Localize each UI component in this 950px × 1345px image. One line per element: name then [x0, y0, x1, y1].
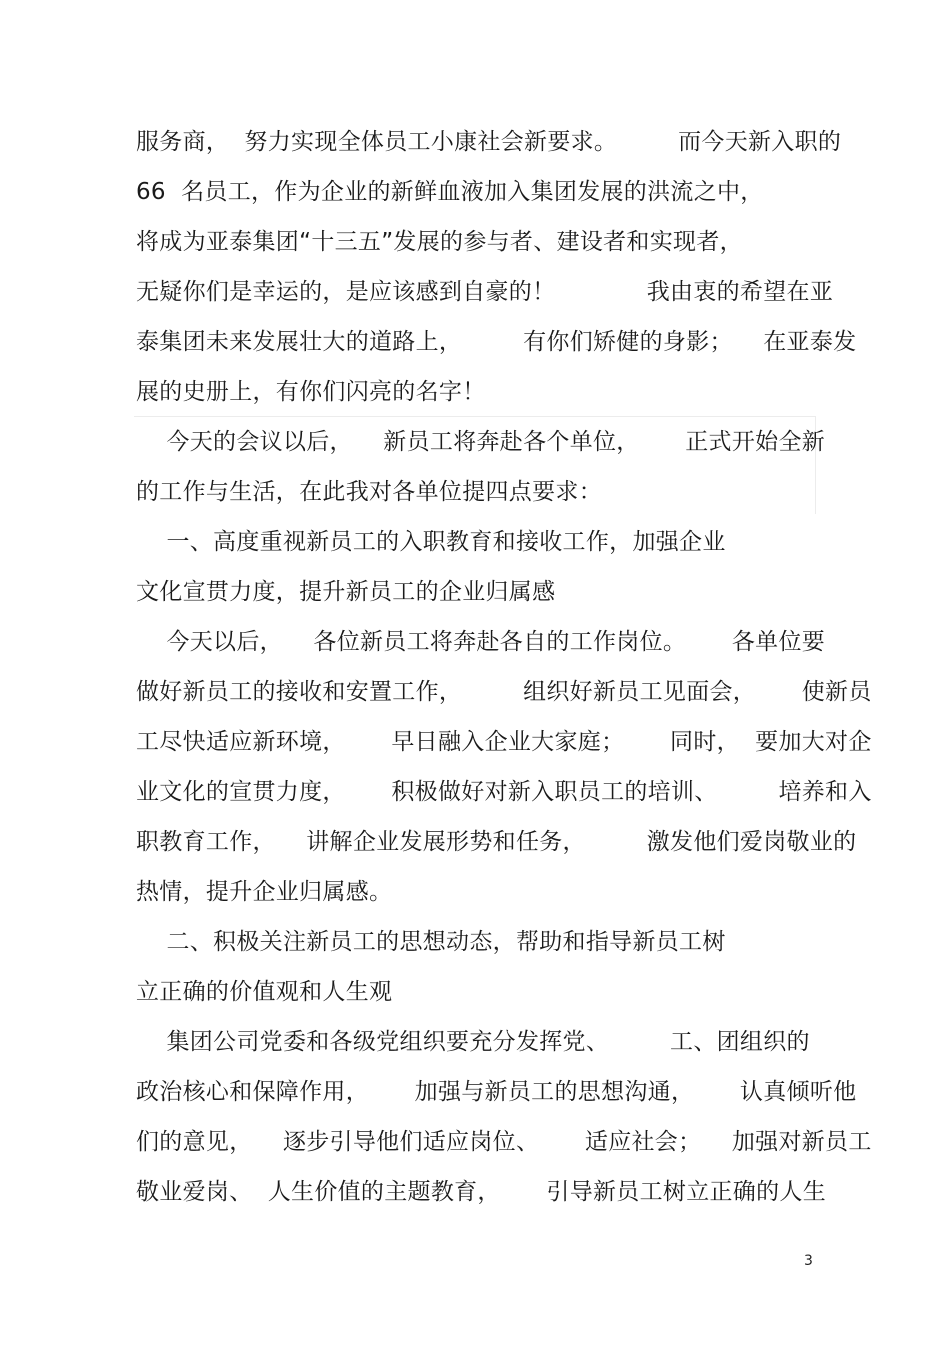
section-heading-2: 二、积极关注新员工的思想动态，帮助和指导新员工树	[136, 929, 726, 955]
text-line: 政治核心和保障作用， 加强与新员工的思想沟通， 认真倾听他	[136, 1079, 857, 1105]
text-line: 今天的会议以后， 新员工将奔赴各个单位， 正式开始全新	[136, 429, 826, 455]
text-line: 服务商， 努力实现全体员工小康社会新要求。 而今天新入职的	[136, 129, 842, 155]
text-line: 无疑你们是幸运的，是应该感到自豪的！ 我由衷的希望在亚	[136, 279, 834, 305]
text-line: 做好新员工的接收和安置工作， 组织好新员工见面会， 使新员	[136, 679, 872, 705]
text-line: 今天以后， 各位新员工将奔赴各自的工作岗位。 各单位要	[136, 629, 826, 655]
text-line: 泰集团未来发展壮大的道路上， 有你们矫健的身影； 在亚泰发	[136, 329, 857, 355]
text-line: 集团公司党委和各级党组织要充分发挥党、 工、团组织的	[136, 1029, 810, 1055]
text-line: 敬业爱岗、 人生价值的主题教育， 引导新员工树立正确的人生	[136, 1179, 826, 1205]
text-line: 们的意见， 逐步引导他们适应岗位、 适应社会； 加强对新员工	[136, 1129, 872, 1155]
section-heading-2-cont: 立正确的价值观和人生观	[136, 979, 393, 1005]
text-line: 展的史册上，有你们闪亮的名字！	[136, 379, 486, 405]
section-heading-1: 一、高度重视新员工的入职教育和接收工作，加强企业	[136, 529, 726, 555]
text-line: 66 名员工，作为企业的新鲜血液加入集团发展的洪流之中，	[136, 179, 764, 205]
text-line: 工尽快适应新环境， 早日融入企业大家庭； 同时， 要加大对企	[136, 729, 872, 755]
page-number: 3	[804, 1253, 813, 1269]
text-line: 的工作与生活，在此我对各单位提四点要求：	[136, 479, 602, 505]
text-line: 将成为亚泰集团“十三五”发展的参与者、建设者和实现者，	[136, 229, 743, 255]
section-heading-1-cont: 文化宣贯力度，提升新员工的企业归属感	[136, 579, 556, 605]
text-line: 热情，提升企业归属感。	[136, 879, 393, 905]
text-line: 职教育工作， 讲解企业发展形势和任务， 激发他们爱岗敬业的	[136, 829, 857, 855]
text-line: 业文化的宣贯力度， 积极做好对新入职员工的培训、 培养和入	[136, 779, 872, 805]
